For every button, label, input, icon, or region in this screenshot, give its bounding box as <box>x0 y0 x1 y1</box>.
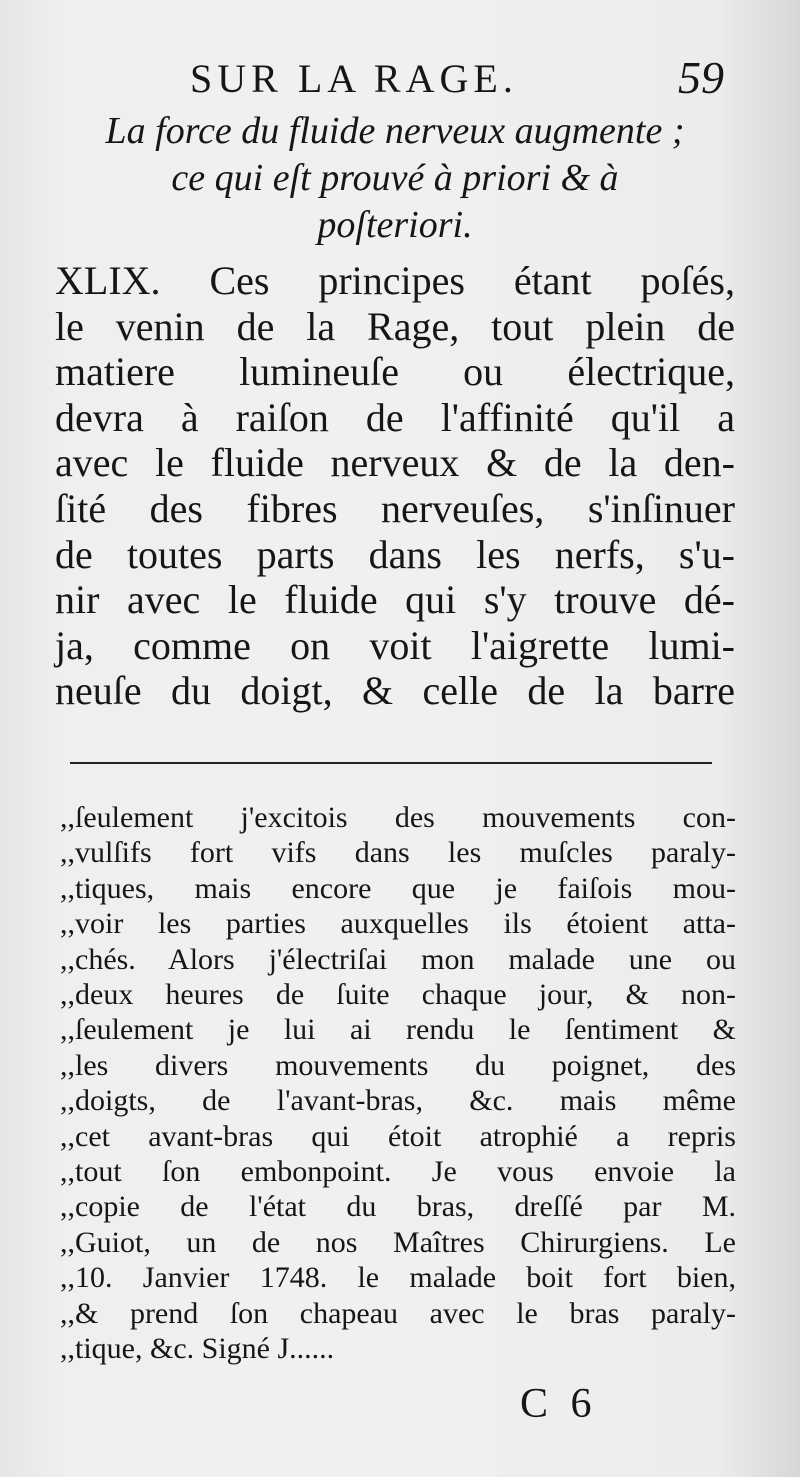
footnote-line: ,,Guiot, un de nos Maîtres Chirurgiens. Le <box>60 1225 736 1259</box>
body-line: le venin de la Rage, tout plein de <box>55 303 735 349</box>
main-paragraph <box>55 258 735 714</box>
body-line: matiere lumineuſe ou électrique, <box>55 349 735 395</box>
footnote-line: ,,10. Janvier 1748. le malade boit fort bien, <box>60 1261 736 1295</box>
body-line: nir avec le fluide qui s'y trouve dé- <box>55 577 735 623</box>
signature-mark: C 6 <box>520 1381 598 1427</box>
footnote-line: ,,doigts, de l'avant-bras, &c. mais même <box>60 1084 736 1118</box>
body-line: avec le fluide nerveux & de la den- <box>55 440 735 486</box>
footnote-line: ,,les divers mouvements du poignet, des <box>60 1048 736 1082</box>
footnote-line: ,,tout ſon embonpoint. Je vous envoie la <box>60 1155 736 1189</box>
footnote-line: ,,tique, &c. Signé J...... <box>60 1332 335 1366</box>
footnote-line: ,,ſeulement j'excitois des mouvements con- <box>60 801 736 834</box>
running-title: SUR LA RAGE. <box>190 56 518 101</box>
footnote-line: ,,voir les parties auxquelles ils étoient atta- <box>60 907 736 941</box>
heading-line: La force du fluide nerveux augmente ; <box>105 110 685 152</box>
body-line: ja, comme on voit l'aigrette lumi- <box>55 622 735 668</box>
footnote-line: ,,ſeulement je lui ai rendu le ſentiment & <box>60 1013 736 1047</box>
body-line: devra à raiſon de l'affinité qu'il a <box>55 394 735 440</box>
heading-line: ce qui eſt prouvé à priori & à <box>171 157 619 199</box>
footnote-line: ,,cet avant-bras qui étoit atrophié a repris <box>60 1119 736 1153</box>
footnote-quotation <box>60 800 736 1367</box>
section-heading <box>55 108 735 249</box>
footnote-line: ,,copie de l'état du bras, dreſſé par M. <box>60 1190 736 1224</box>
footnote-line: ,,tiques, mais encore que je faiſois mou- <box>60 871 736 905</box>
running-head <box>0 52 800 105</box>
footnote-line: ,,deux heures de ſuite chaque jour, & non- <box>60 978 736 1012</box>
footnote-separator-rule <box>70 762 712 764</box>
footnote-line: ,,vulſifs fort vifs dans les muſcles paraly- <box>60 836 736 870</box>
footnote-line: ,,& prend ſon chapeau avec le bras paraly- <box>60 1296 736 1330</box>
body-line: neuſe du doigt, & celle de la barre <box>55 668 735 714</box>
footnote-line: ,,chés. Alors j'électriſai mon malade une ou <box>60 942 736 976</box>
body-line: ſité des fibres nerveuſes, s'inſinuer <box>55 485 735 531</box>
body-line: de toutes parts dans les nerfs, s'u- <box>55 531 735 577</box>
body-line: XLIX. Ces principes étant poſés, <box>55 258 735 303</box>
page-number: 59 <box>678 52 724 103</box>
heading-line: poſteriori. <box>317 204 473 246</box>
